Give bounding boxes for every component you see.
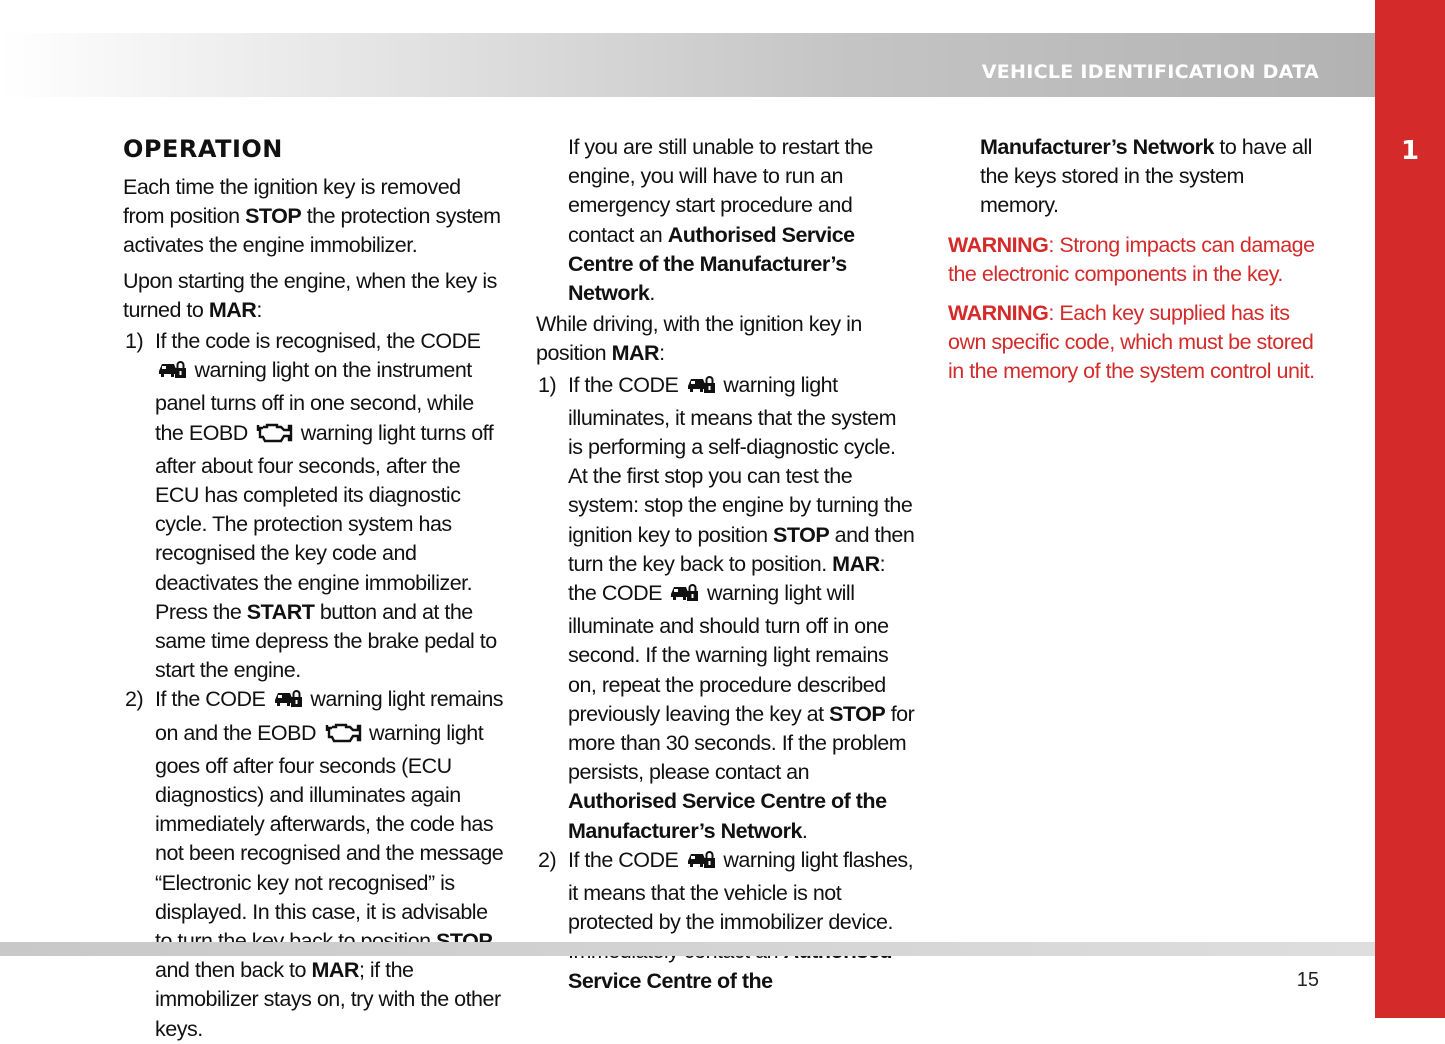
- list-item: 2) If the CODE warning light flashes, it means that the vehicle is not protected by the immobilizer device. Service Centre of the: [538, 847, 914, 993]
- column-2: [536, 133, 916, 996]
- list-item: 2) If the CODE warning light remains on and the EOBD warning light goes off after four seconds (ECU diagnostics) and illuminates again immediately afterwards, the code has not been recognised and the message “Electronic key not recognised” is displayed. In this case, it is advisable and then back to MAR; if the immobilizer stays on, try with the other keys.: [125, 687, 504, 1041]
- car-key-lock-icon: [686, 849, 716, 879]
- header-band: [0, 33, 1375, 97]
- page-number: 15: [1296, 969, 1319, 991]
- column-1: [123, 133, 505, 1044]
- section-title: VEHICLE IDENTIFICATION DATA: [981, 61, 1319, 83]
- engine-check-icon: [324, 722, 362, 752]
- list-item: 1) If the CODE warning light illuminates, it means that the system is performing a self-diagnostic cycle. At the first stop you can test the system: stop the engine by turning the ignition key to position STOP and then turn the key back to position. MAR: the CODE warning light will illuminate and should turn off in one second. If the warning light remains on, repeat the procedure described previously leaving the key at STOP for more than 30 seconds. If the problem persists, please contact an Authorised Service Centre of the Manufacturer’s Network.: [538, 372, 915, 843]
- paragraph-starting-engine: Upon starting the engine, when the key is turned to MAR:: [123, 268, 497, 322]
- engine-check-icon: [255, 422, 293, 452]
- paragraph-while-driving: While driving, with the ignition key in position MAR:: [536, 312, 862, 366]
- warning-key-code: WARNING: Each key supplied has its own specific code, which must be stored in the memory of the system control unit.: [948, 301, 1315, 384]
- warning-impacts: WARNING: Strong impacts can damage the electronic components in the key.: [948, 232, 1315, 286]
- footer-band: [0, 942, 1375, 956]
- car-key-lock-icon: [669, 582, 699, 612]
- list-item: 1) If the code is recognised, the CODE warning light on the instrument panel turns off in one second, while the EOBD warning light turns off after about four seconds, after the ECU has completed its diagnostic cycle. The protection system has recognised the key code and deactivates the engine immobilizer. Press the START button and at the same time depress the brake pedal to start the engine.: [125, 329, 497, 683]
- paragraph-keys-stored: Manufacturer’s Network to have all the keys stored in the system memory.: [980, 135, 1312, 218]
- operation-heading: OPERATION: [123, 135, 283, 163]
- paragraph-emergency-start: If you are still unable to restart the engine, you will have to run an emergency start procedure and contact an Authorised Service Centre of the Manufacturer’s Network.: [568, 135, 873, 306]
- car-key-lock-icon: [157, 359, 187, 389]
- car-key-lock-icon: [273, 688, 303, 718]
- chapter-number: 1: [1400, 136, 1420, 166]
- car-key-lock-icon: [686, 374, 716, 404]
- column-3: [948, 133, 1320, 397]
- chapter-tab: [1375, 0, 1445, 1018]
- paragraph-key-removed: Each time the ignition key is removed from position STOP the protection system activates the engine immobilizer.: [123, 175, 501, 258]
